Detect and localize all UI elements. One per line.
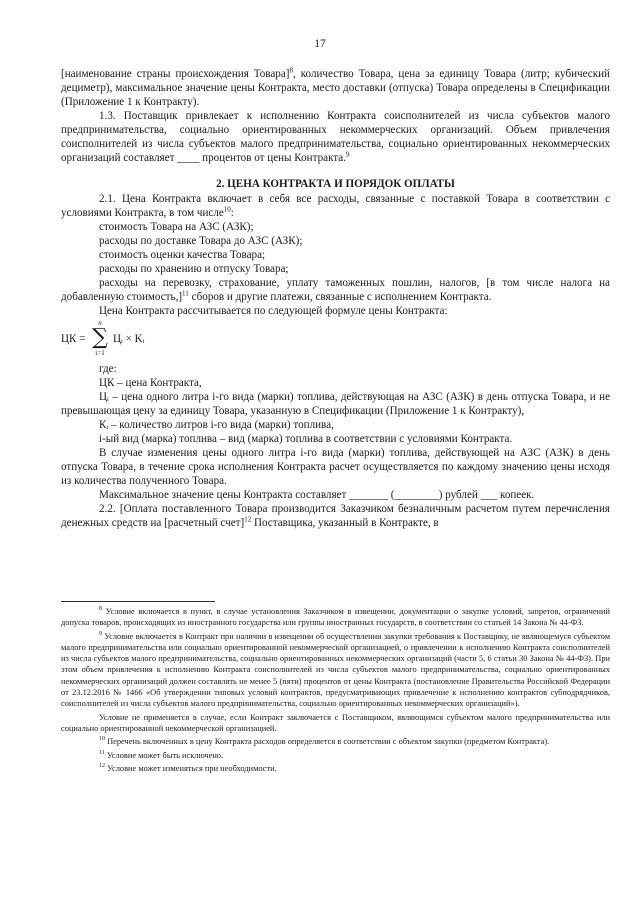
footnote-ref-9: 9: [346, 150, 350, 159]
sigma-icon: ∑: [92, 325, 108, 350]
text: 2.1. Цена Контракта включает в себя все расходы, связанные с поставкой Товара в соответствии с условиями Контракта, в том числе: [61, 193, 610, 219]
document-body: [61, 67, 610, 530]
footnote-ref-10: 10: [223, 205, 231, 214]
formula-lhs: ЦК =: [61, 333, 86, 345]
text: , количество Товара, цена за единицу Товара (литр; кубический дециметр), максимальное значение цены Контракта, место доставки (отпуска) Товара определены в Спецификации (Приложение 1 к Контракту).: [61, 68, 610, 108]
footnote-number: 8: [99, 606, 102, 613]
definition: Цᵢ – цена одного литра i-го вида (марки) топлива, действующая на АЗС (АЗК) в день отпуска Товара, и не превышающая цену за единицу Товара, указанную в Спецификации (Приложение 1 к Контракту),: [61, 391, 610, 417]
footnote-9-continued: Условие не применяется в случае, если Контракт заключается с Поставщиком, являющимся субъектом малого предпринимательства или социально ориентированной некоммерческой организацией.: [61, 712, 610, 733]
list-item: расходы по хранению и отпуску Товара;: [99, 263, 289, 275]
footnote-number: 12: [99, 763, 105, 770]
price-formula: [61, 318, 610, 362]
paragraph-2-1: [61, 192, 610, 220]
paragraph-1-3: [61, 109, 610, 165]
footnote-number: 9: [99, 630, 102, 637]
footnote-text: Условие может изменяться при необходимости.: [105, 763, 277, 773]
footnote-number: 10: [99, 736, 105, 743]
footnotes: [61, 606, 610, 776]
footnote-text: Условие включается в Контракт при наличии в извещении об осуществлении закупки требования к Поставщику, не являющемуся субъектом малого предпринимательства или социально ориентированной некоммерческой организацией, о привлечении к исполнению Контракта соисполнителей из числа субъектов малого предпринимательства, социально ориентированных некоммерческих организаций (части 5, 6 статьи 30 Закона № 44-ФЗ). При этом объем привлечения к исполнению Контракта соисполнителей из числа субъектов малого предпринимательства, социально ориентированных некоммерческих организаций должен составлять не менее 5 (пяти) процентов от цены Контракта (постановление Правительства Российской Федерации от 23.12.2016 № 1466 «Об утверждении типовых условий контрактов, предусматривающих привлечение к исполнению контрактов субподрядчиков, соисполнителей из числа субъектов малого предпринимательства, социально ориентированных некоммерческих организаций»).: [61, 631, 610, 709]
footnote-number: 11: [99, 749, 105, 756]
formula-where: где:: [99, 363, 117, 375]
sum-lower-limit: i=1: [95, 349, 105, 357]
section-heading: 2. ЦЕНА КОНТРАКТА И ПОРЯДОК ОПЛАТЫ: [216, 178, 455, 190]
text: 2.2. [Оплата поставленного Товара производится Заказчиком безналичным расчетом путем перечисления денежных средств на [расчетный счет]: [61, 503, 610, 529]
list-item: стоимость оценки качества Товара;: [99, 249, 266, 261]
footnote-9: [61, 631, 610, 710]
sum-operator: [91, 319, 109, 357]
formula-rhs: Цᵢ × Kᵢ: [113, 333, 145, 345]
list-item: стоимость Товара на АЗС (АЗК);: [99, 221, 254, 233]
sum-upper-limit: n: [98, 319, 102, 327]
footnote-11: [61, 750, 610, 761]
text: сборов и другие платежи, связанные с исполнением Контракта.: [188, 291, 492, 303]
text: Поставщика, указанный в Контракте, в: [251, 517, 439, 529]
paragraph-price-change: В случае изменения цены одного литра i-го вида (марки) топлива, действующей на АЗС (АЗК) в день отпуска Товара, в течение срока исполнения Контракта расчет осуществляется по каждому значению цены исходя из количества полученного Товара.: [61, 447, 610, 487]
footnote-text: Перечень включенных в цену Контракта расходов определяется в соответствии с объектом закупки (предметом Контракта).: [105, 737, 550, 747]
footnote-10: [61, 736, 610, 747]
footnote-separator: [61, 601, 215, 602]
footnote-ref-11: 11: [182, 289, 189, 298]
page-number: 17: [314, 38, 326, 50]
paragraph-2-2: [61, 502, 610, 530]
list-item: расходы по доставке Товара до АЗС (АЗК);: [99, 235, 303, 247]
paragraph-max-price: Максимальное значение цены Контракта составляет _______ (________) рублей ___ копеек.: [99, 489, 535, 501]
text: [наименование страны происхождения Товара]: [61, 68, 290, 80]
text: :: [230, 207, 234, 219]
footnote-12: [61, 763, 610, 774]
paragraph-expenses: [61, 276, 610, 304]
footnote-ref-12: 12: [244, 515, 252, 524]
paragraph-formula-intro: Цена Контракта рассчитывается по следующей формуле цены Контракта:: [99, 305, 448, 317]
footnote-ref-8: 8: [289, 66, 293, 75]
definition: ЦК – цена Контракта,: [99, 377, 202, 389]
footnote-text: Условие может быть исключено.: [104, 750, 224, 760]
definition: Кᵢ – количество литров i-го вида (марки) топлива,: [99, 419, 334, 431]
footnote-text: Условие включается в пункт, в случае установления Заказчиком в извещении, документации о закупке условий, запретов, ограничений допуска товаров, происходящих из иностранного государства или группы иностранных государств, в соответствии со статьей 14 Закона № 44-ФЗ.: [61, 607, 610, 628]
paragraph-country-of-origin: [61, 67, 610, 109]
text: расходы на перевозку, страхование, уплату таможенных пошлин, налогов, [в том числе налога на добавленную стоимость,]: [61, 277, 610, 303]
footnote-8: [61, 606, 610, 629]
text: 1.3. Поставщик привлекает к исполнению Контракта соисполнителей из числа субъектов малого предпринимательства, социально ориентированных некоммерческих организаций. Объем привлечения соисполнителей из числа субъектов малого предпринимательства, социально ориентированных некоммерческих организаций составляет ____ процентов от цены Контракта.: [61, 110, 610, 164]
definition: i-ый вид (марка) топлива – вид (марка) топлива в соответствии с условиями Контракта.: [99, 433, 513, 445]
